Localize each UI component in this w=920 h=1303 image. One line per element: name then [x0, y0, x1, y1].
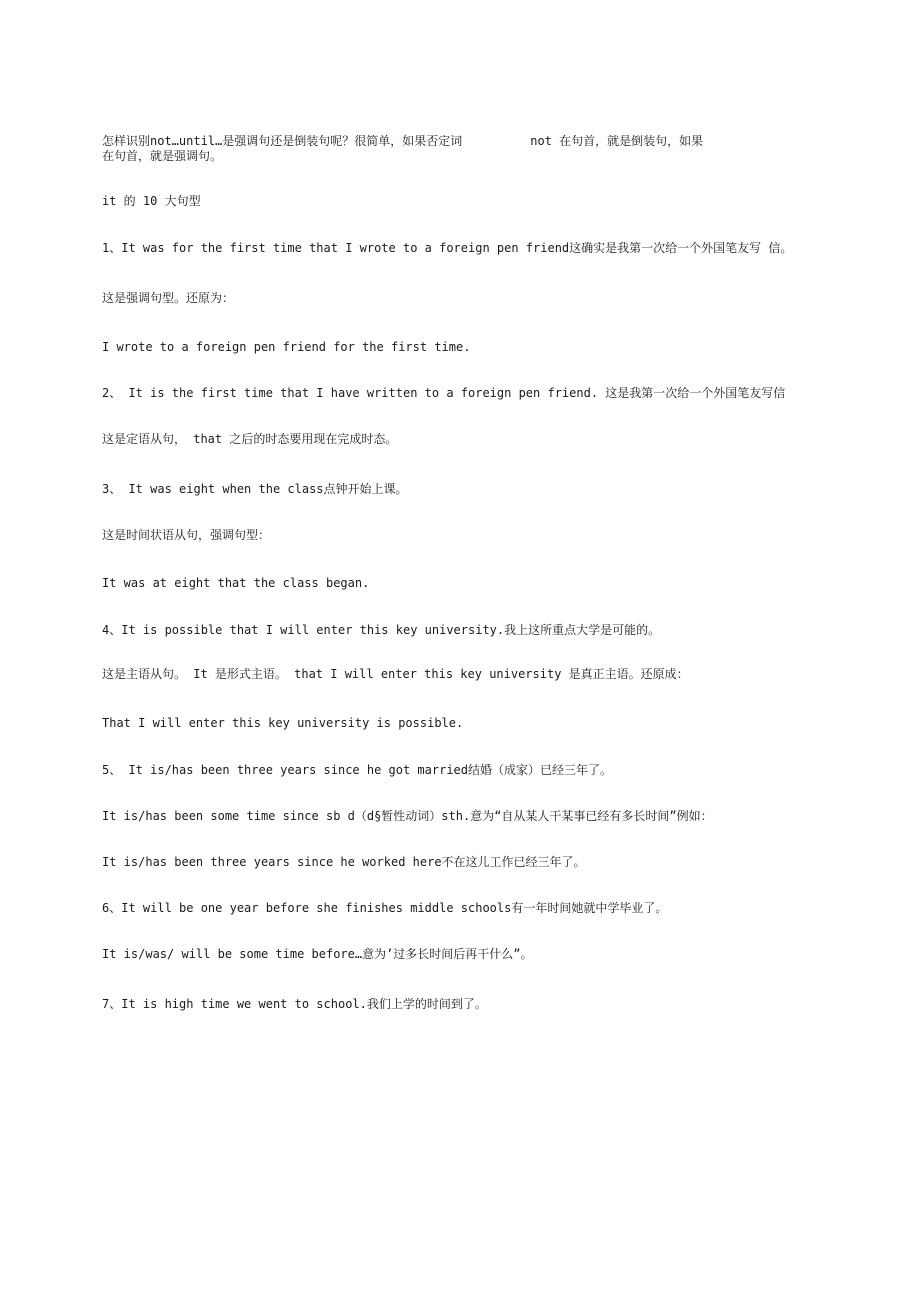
intro-line-2: 在句首，就是强调句。 — [102, 149, 223, 163]
intro-text-part-1: 怎样识别not…until…是强调句还是倒装句呢？很简单，如果否定词 — [102, 134, 463, 148]
sentence-4-note: 这是主语从句。 It 是形式主语。 that I will enter this key university 是真正主语。还原成： — [102, 667, 689, 681]
sentence-5: 5、 It is/has been three years since he got married结婚（成家）已经三年了。 — [102, 763, 613, 777]
sentence-2: 2、 It is the first time that I have written to a foreign pen friend. 这是我第一次给一个外国笔友写信 — [102, 386, 786, 400]
sentence-5-example: It is/has been three years since he worked here不在这儿工作已经三年了。 — [102, 855, 586, 869]
sentence-3-note: 这是时间状语从句，强调句型： — [102, 528, 271, 542]
sentence-6: 6、It will be one year before she finishes middle schools有一年时间她就中学毕业了。 — [102, 901, 668, 915]
intro-line-1 — [102, 133, 703, 149]
sentence-3: 3、 It was eight when the class点钟开始上课。 — [102, 482, 408, 496]
section-heading: it 的 10 大句型 — [102, 194, 201, 208]
sentence-4: 4、It is possible that I will enter this key university.我上这所重点大学是可能的。 — [102, 623, 661, 637]
sentence-4-restore: That I will enter this key university is possible. — [102, 716, 464, 730]
intro-text-part-2: not 在句首，就是倒装句，如果 — [530, 134, 704, 148]
sentence-1: 1、It was for the first time that I wrote to a foreign pen friend这确实是我第一次给一个外国笔友写 信。 — [102, 241, 793, 255]
sentence-7: 7、It is high time we went to school.我们上学的时间到了。 — [102, 997, 487, 1011]
sentence-1-restore: I wrote to a foreign pen friend for the first time. — [102, 340, 471, 354]
sentence-3-restore: It was at eight that the class began. — [102, 576, 370, 590]
sentence-6-note: It is/was/ will be some time before…意为’过多长时间后再干什么”。 — [102, 947, 533, 961]
sentence-1-note: 这是强调句型。还原为： — [102, 291, 235, 305]
sentence-2-note: 这是定语从句， that 之后的时态要用现在完成时态。 — [102, 432, 398, 446]
sentence-5-note: It is/has been some time since sb d（d§暂性动词）sth.意为“自从某人干某事已经有多长时间”例如： — [102, 809, 713, 823]
